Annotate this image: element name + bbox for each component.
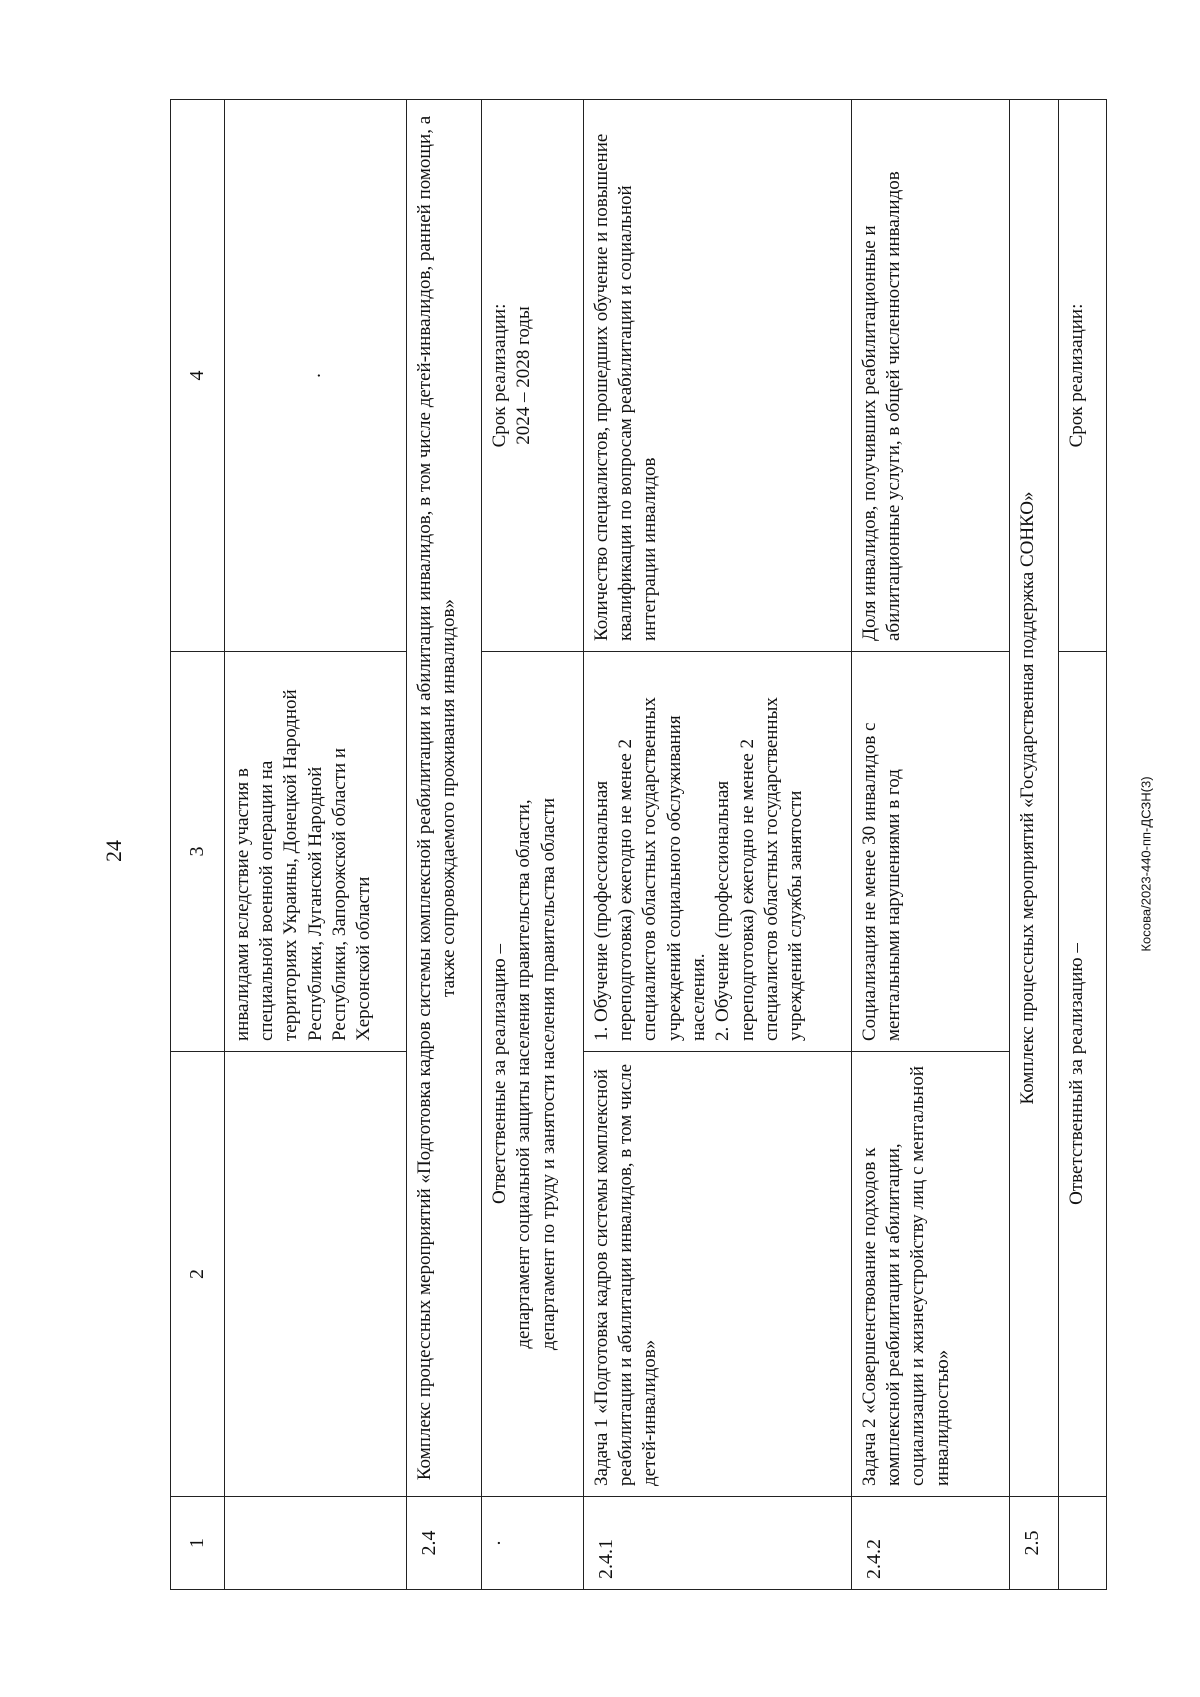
section-2-4-title: Комплекс процессных мероприятий «Подготовка кадров системы комплексной реабилитации и абилитации инвалидов, в том числе детей-инвалидов, ранней помощи, а также сопровождаемого проживания инвалидов» [406,100,481,1497]
section-2-5-title-row [1010,100,1058,1590]
task-2-4-2-description: Задача 2 «Совершенствование подходов к комплексной реабилитации и абилитации, социализации и жизнеустройству лиц с ментальной инвалидностью» [851,1052,1010,1497]
task-2-4-1-number: 2.4.1 [583,1497,851,1590]
section-2-4-number: 2.4 [406,1497,481,1590]
page-number: 24 [101,840,126,862]
section-2-5-responsible: Ответственный за реализацию – [1058,652,1106,1497]
section-2-4-responsible-row [481,100,583,1590]
task-2-4-2-result: Социализация не менее 30 инвалидов с ментальными нарушениями в год [851,652,1010,1052]
continuation-result-cell: инвалидами вследствие участия в специальной военной операции на территориях Украины, Донецкой Народной Республики, Луганской Народной Республики, Запорожской области и Херсонской области [224,652,406,1052]
section-2-4-responsible-label: Ответственные за реализацию – [488,944,510,1204]
task-2-4-1-result: 1. Обучение (профессиональная переподготовка) ежегодно не менее 2 специалистов областных государственных учреждений социального обслуживания населения. 2. Обучение (профессиональная переподготовка) ежегодно не менее 2 специалистов областных государственных учреждений службы занятости [583,652,851,1052]
task-2-4-1-description: Задача 1 «Подготовка кадров системы комплексной реабилитации и абилитации инвалидов, в том числе детей-инвалидов» [583,1052,851,1497]
continuation-row [224,100,406,1590]
section-2-4-title-row [406,100,481,1590]
footer-code: Косова/2023-440-пп-ДСЗН(3) [1138,776,1154,952]
rotated-table-wrapper [170,100,1107,1590]
section-2-4-responsible-text: департамент социальной защиты населения правительства области, департамент по труду и занятости населения правительства области [513,797,559,1351]
continuation-indicator-cell: . [224,100,406,652]
section-2-4-term: Срок реализации: 2024 – 2028 годы [481,100,583,652]
task-2-4-2-indicator: Доля инвалидов, получивших реабилитационные и абилитационные услуги, в общей численности инвалидов [851,100,1010,652]
continuation-cell-1 [224,1497,406,1590]
task-2-4-2-number: 2.4.2 [851,1497,1010,1590]
header-col-4: 4 [171,100,225,652]
section-2-5-number: 2.5 [1010,1497,1058,1590]
continuation-cell-2 [224,1052,406,1497]
section-2-5-responsible-empty [1058,1497,1106,1590]
task-row-2-4-1 [583,100,851,1590]
task-2-4-1-indicator: Количество специалистов, прошедших обучение и повышение квалификации по вопросам реабилитации и социальной интеграции инвалидов [583,100,851,652]
header-col-1: 1 [171,1497,225,1590]
section-2-5-term: Срок реализации: [1058,100,1106,652]
program-table [170,99,1107,1590]
header-col-2: 2 [171,1052,225,1497]
task-row-2-4-2 [851,100,1010,1590]
section-2-5-responsible-row [1058,100,1106,1590]
section-2-4-responsible-empty: · [481,1497,583,1590]
header-row [171,100,225,1590]
section-2-4-responsible [481,652,583,1497]
header-col-3: 3 [171,652,225,1052]
section-2-5-title: Комплекс процессных мероприятий «Государственная поддержка СОНКО» [1010,100,1058,1497]
